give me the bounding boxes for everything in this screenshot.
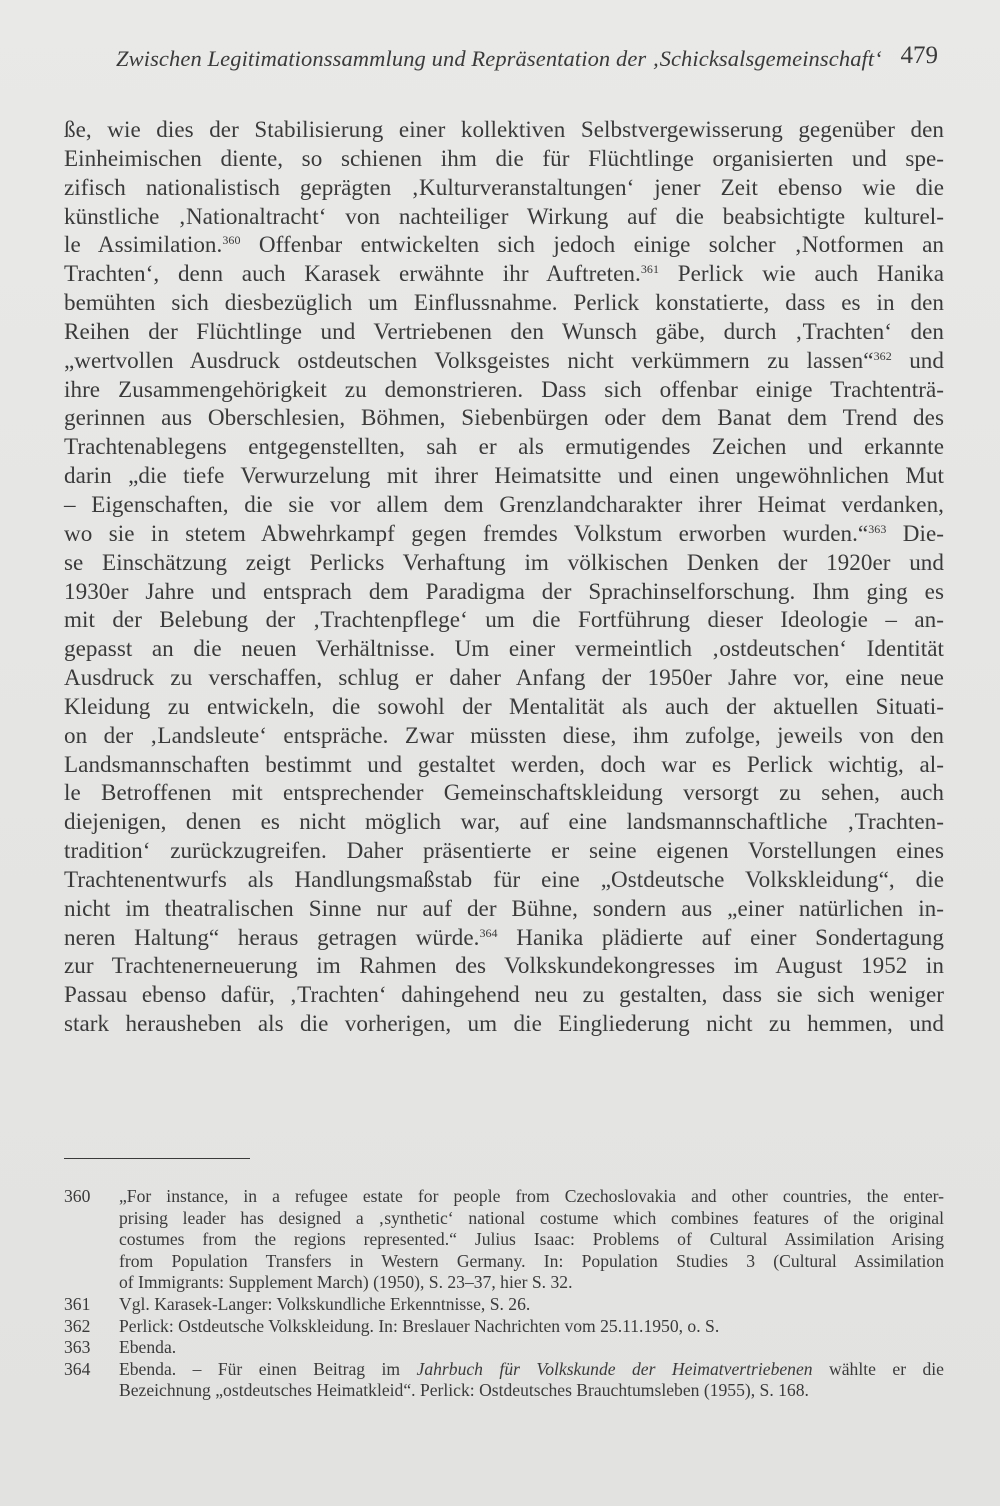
footnote-number: 360 <box>64 1186 91 1206</box>
body-line: le Betroffenen mit entsprechender Gemeinschaftskleidung versorgt zu sehen, auch <box>64 779 944 806</box>
body-line: bemühten sich diesbezüglich um Einflussnahme. Perlick konstatierte, dass es in den <box>64 289 944 316</box>
body-line: tradition‘ zurückzugreifen. Daher präsentierte er seine eigenen Vorstellungen eines <box>64 837 944 864</box>
footnote-ref[interactable]: 364 <box>479 925 498 940</box>
body-line-text: Hanika plädierte auf einer Sondertagung <box>497 923 944 950</box>
footnote-361 <box>64 1294 944 1316</box>
body-line: on der ‚Landsleute‘ entspräche. Zwar müssten diese, ihm zufolge, jeweils von den <box>64 721 944 748</box>
footnote-line: from Population Transfers in Western Germany. In: Population Studies 3 (Cultural Assimilation <box>119 1250 944 1271</box>
body-line: gerinnen aus Oberschlesien, Böhmen, Siebenbürgen oder dem Banat dem Trend des <box>64 404 944 431</box>
footnote-360 <box>64 1186 944 1294</box>
footnote-ref[interactable]: 363 <box>868 521 887 536</box>
body-line-text: Offenbar entwickelten sich jedoch einige solcher ‚Notformen an <box>240 231 945 258</box>
journal-title: Jahrbuch für Volkskunde der Heimatvertriebenen <box>416 1358 813 1379</box>
body-line: Trachtenentwurfs als Handlungsmaßstab für eine „Ostdeutsche Volkskleidung“, die <box>64 865 944 892</box>
footnote-line: prising leader has designed a ‚synthetic‘ national costume which combines features of the original <box>119 1207 944 1228</box>
body-line: 1930er Jahre und entsprach dem Paradigma der Sprachinselforschung. Ihm ging es <box>64 577 944 604</box>
body-line-text: Die- <box>886 519 944 546</box>
body-line: – Eigenschaften, die sie vor allem dem Grenzlandcharakter ihrer Heimat verdanken, <box>64 490 944 517</box>
footnote-text: Ebenda. – Für einen Beitrag im <box>119 1358 417 1379</box>
footnote-line: costumes from the regions represented.“ Julius Isaac: Problems of Cultural Assimilation Arising <box>119 1229 944 1250</box>
body-line: künstliche ‚Nationaltracht‘ von nachteiliger Wirkung auf die beabsichtigte kulturel- <box>64 202 944 229</box>
body-line-text: le Assimilation. <box>64 231 223 258</box>
footnote-number: 363 <box>64 1337 91 1358</box>
body-line: mit der Belebung der ‚Trachtenpflege‘ um die Fortführung dieser Ideologie – an- <box>64 606 944 633</box>
body-line: ße, wie dies der Stabilisierung einer kollektiven Selbstvergewisserung gegenüber den <box>64 116 944 142</box>
body-line: Einheimischen diente, so schienen ihm die für Flüchtlinge organisierten und spe- <box>64 144 944 171</box>
body-line: Landsmannschaften bestimmt und gestaltet werden, doch war es Perlick wichtig, al- <box>64 750 944 777</box>
footnote-362 <box>64 1316 944 1338</box>
body-line-text: Trachten‘, denn auch Karasek erwähnte ihr Auftreten. <box>64 260 641 287</box>
footnote-line: Ebenda. <box>119 1337 177 1358</box>
footnote-number: 362 <box>64 1315 91 1336</box>
body-line: Ausdruck zu verschaffen, schlug er daher Anfang der 1950er Jahre vor, eine neue <box>64 664 944 691</box>
running-head <box>116 42 938 82</box>
body-line-text: wo sie in stetem Abwehrkampf gegen fremdes Volkstum erworben wurden.“ <box>64 519 869 546</box>
footnote-ref[interactable]: 360 <box>222 233 241 248</box>
footnote-364 <box>64 1359 944 1402</box>
footnote-line: „For instance, in a refugee estate for people from Czechoslovakia and other countries, the enter- <box>119 1186 944 1206</box>
body-line-text: und <box>891 346 944 373</box>
running-title: Zwischen Legitimationssammlung und Repräsentation der ‚Schicksalsgemeinschaft‘ <box>116 46 882 71</box>
body-line: Trachtenablegens entgegenstellten, sah er als ermutigendes Zeichen und erkannte <box>64 433 944 460</box>
body-line: Kleidung zu entwickeln, die sowohl der Mentalität als auch der aktuellen Situati- <box>64 692 944 719</box>
footnote-text: wählte er die <box>812 1358 944 1379</box>
footnotes <box>64 1186 944 1402</box>
body-line: nicht im theatralischen Sinne nur auf der Bühne, sondern aus „einer natürlichen in- <box>64 894 944 921</box>
footnote-line: Perlick: Ostdeutsche Volkskleidung. In: Breslauer Nachrichten vom 25.11.1950, o. S. <box>119 1315 720 1336</box>
body-line <box>64 346 944 375</box>
footnote-line: Vgl. Karasek-Langer: Volkskundliche Erkenntnisse, S. 26. <box>119 1293 531 1314</box>
footnote-number: 361 <box>64 1293 91 1314</box>
body-line-text: neren Haltung“ heraus getragen würde. <box>64 923 480 950</box>
footnote-ref[interactable]: 361 <box>640 262 659 277</box>
body-line: zifisch nationalistisch geprägten ‚Kulturveranstaltungen‘ jener Zeit ebenso wie die <box>64 173 944 200</box>
body-line: ihre Zusammengehörigkeit zu demonstrieren. Dass sich offenbar einige Trachtenträ- <box>64 375 944 402</box>
footnote-363 <box>64 1337 944 1359</box>
body-line: stark herausheben als die vorherigen, um die Eingliederung nicht zu hemmen, und <box>64 1010 944 1037</box>
footnote-line <box>119 1359 944 1381</box>
footnote-divider <box>64 1158 250 1159</box>
footnote-line: of Immigrants: Supplement March) (1950), S. 23–37, hier S. 32. <box>119 1272 573 1293</box>
body-line-text: „wertvollen Ausdruck ostdeutschen Volksgeistes nicht verkümmern zu lassen“ <box>64 346 874 373</box>
footnote-number: 364 <box>64 1358 91 1379</box>
body-line <box>64 519 944 548</box>
body-line <box>64 259 944 288</box>
body-text <box>64 115 944 1038</box>
body-line <box>64 230 944 259</box>
body-line: Passau ebenso dafür, ‚Trachten‘ dahingehend neu zu gestalten, dass sie sich weniger <box>64 981 944 1008</box>
body-line <box>64 923 944 952</box>
body-line: darin „die tiefe Verwurzelung mit ihrer Heimatsitte und einen ungewöhnlichen Mut <box>64 462 944 489</box>
body-line: se Einschätzung zeigt Perlicks Verhaftung im völkischen Denken der 1920er und <box>64 548 944 575</box>
body-line-text: Perlick wie auch Hanika <box>659 260 944 287</box>
body-line: Reihen der Flüchtlinge und Vertriebenen den Wunsch gäbe, durch ‚Trachten‘ den <box>64 317 944 344</box>
body-line: zur Trachtenerneuerung im Rahmen des Volkskundekongresses im August 1952 in <box>64 952 944 979</box>
page-number: 479 <box>900 42 938 69</box>
footnote-ref[interactable]: 362 <box>873 348 892 363</box>
body-line: diejenigen, denen es nicht möglich war, auf eine landsmannschaftliche ‚Trachten- <box>64 808 944 835</box>
footnote-line: Bezeichnung „ostdeutsches Heimatkleid“. Perlick: Ostdeutsches Brauchtumsleben (1955), S. 168. <box>119 1380 809 1401</box>
body-line: gepasst an die neuen Verhältnisse. Um einer vermeintlich ‚ostdeutschen‘ Identität <box>64 635 944 662</box>
